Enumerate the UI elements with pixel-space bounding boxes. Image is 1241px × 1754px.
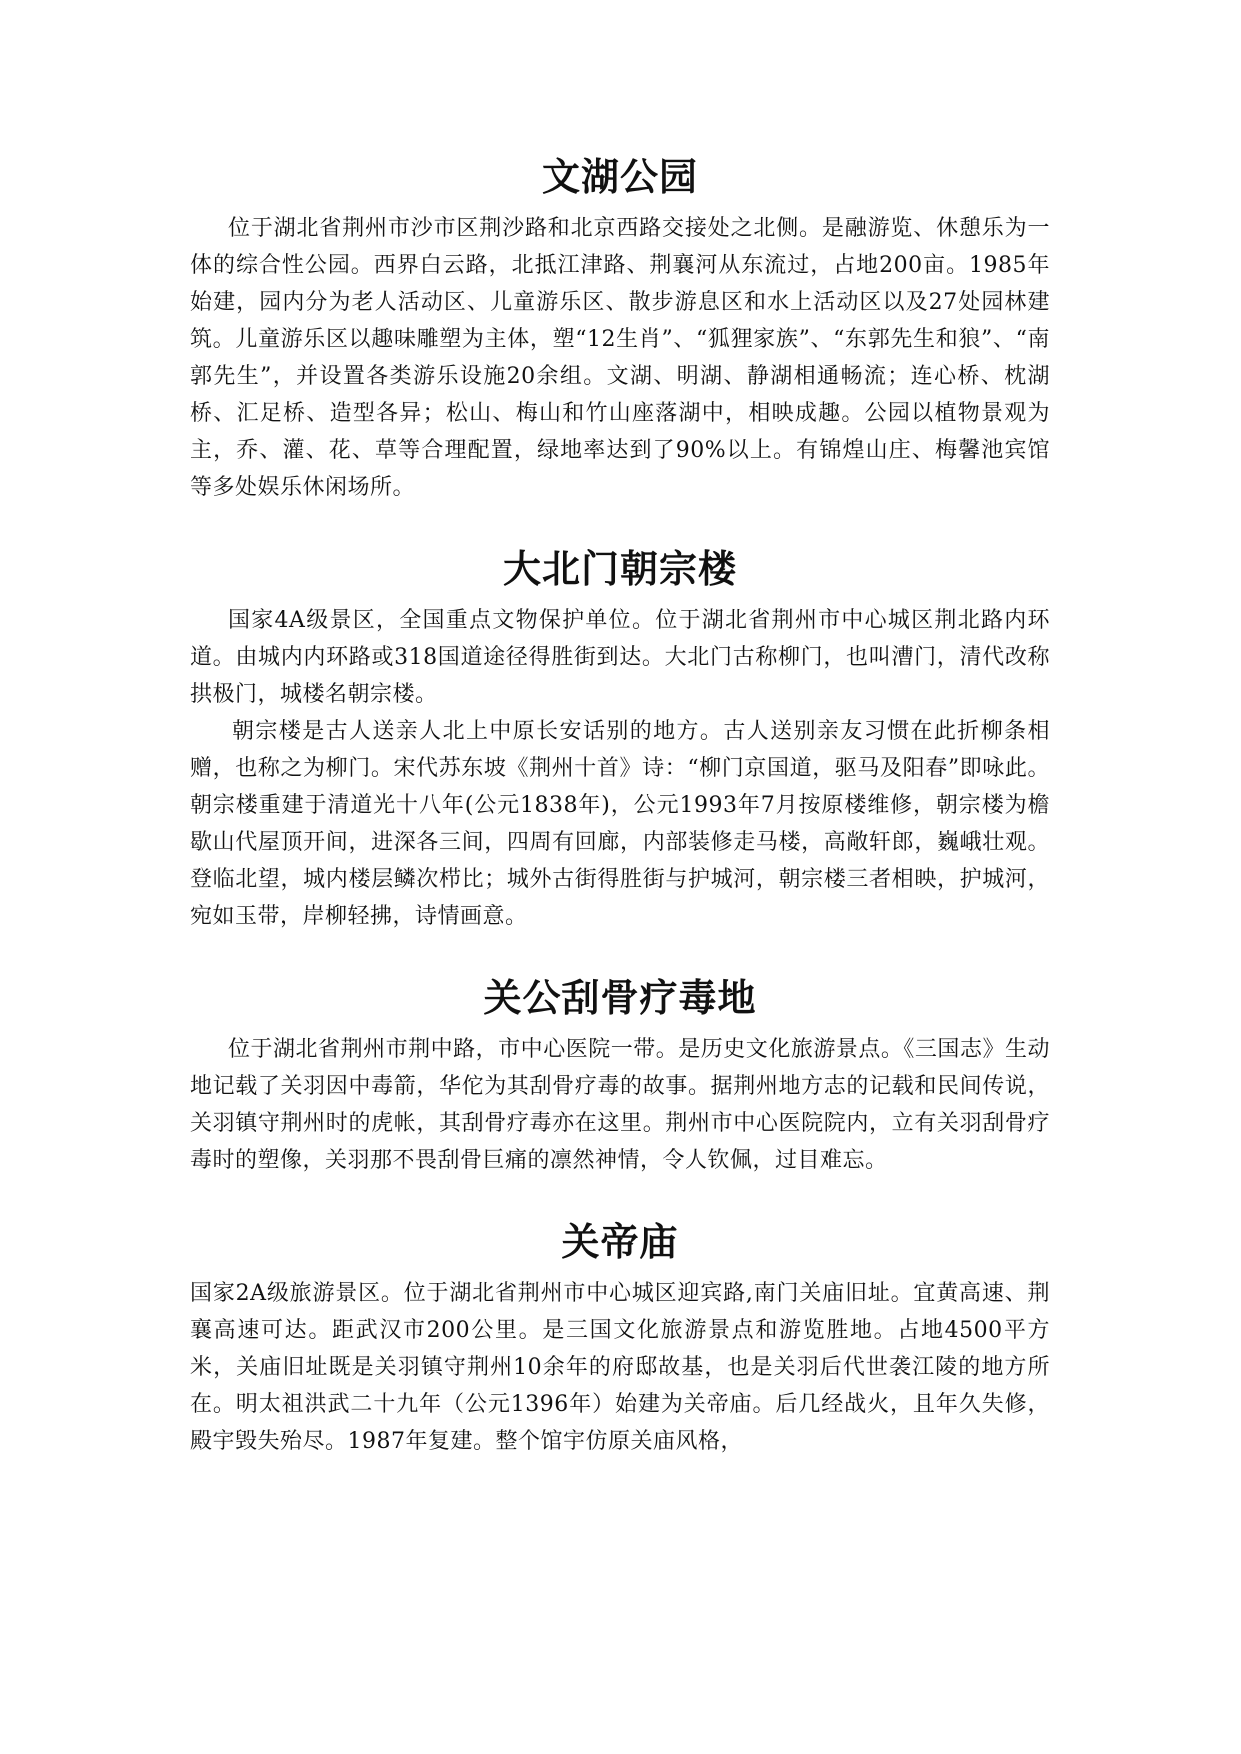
section-wenhu-park xyxy=(190,150,1050,506)
section-title: 大北门朝宗楼 xyxy=(502,547,737,591)
section-paragraph: 位于湖北省荆州市沙市区荆沙路和北京西路交接处之北侧。是融游览、休憩乐为一体的综合性公园。西界白云路，北抵江津路、荆襄河从东流过，占地200亩。1985年始建，园内分为老人活动区、儿童游乐区、散步游息区和水上活动区以及27处园林建筑。儿童游乐区以趣味雕塑为主体，塑“12生肖”、“狐狸家族”、“东郭先生和狼”、“南郭先生”，并设置各类游乐设施20余组。文湖、明湖、静湖相通畅流；连心桥、枕湖桥、汇足桥、造型各异；松山、梅山和竹山座落湖中，相映成趣。公园以植物景观为主，乔、灌、花、草等合理配置，绿地率达到了90%以上。有锦煌山庄、梅馨池宾馆等多处娱乐休闲场所。 xyxy=(190,216,1050,500)
section-title: 文湖公园 xyxy=(541,155,698,199)
section-title: 关帝庙 xyxy=(561,1220,679,1264)
section-paragraph: 国家4A级景区，全国重点文物保护单位。位于湖北省荆州市中心城区荆北路内环道。由城内内环路或318国道途径得胜街到达。大北门古称柳门，也叫漕门，清代改称拱极门，城楼名朝宗楼。 xyxy=(190,608,1050,707)
section-paragraph: 朝宗楼是古人送亲人北上中原长安话别的地方。古人送别亲友习惯在此折柳条相赠，也称之为柳门。宋代苏东坡《荆州十首》诗：“柳门京国道，驱马及阳春”即咏此。朝宗楼重建于清道光十八年(公元1838年)，公元1993年7月按原楼维修，朝宗楼为檐歇山代屋顶开间，进深各三间，四周有回廊，内部装修走马楼，高敞轩郎，巍峨壮观。登临北望，城内楼层鳞次栉比；城外古街得胜街与护城河，朝宗楼三者相映，护城河，宛如玉带，岸柳轻拂，诗情画意。 xyxy=(190,719,1050,929)
section-dabeimen-chaozonglou xyxy=(190,542,1050,935)
section-guangong-gugu xyxy=(190,971,1050,1179)
section-title: 关公刮骨疗毒地 xyxy=(483,976,757,1020)
section-guandi-temple xyxy=(190,1215,1050,1460)
document-page xyxy=(190,150,1050,1460)
section-paragraph: 国家2A级旅游景区。位于湖北省荆州市中心城区迎宾路,南门关庙旧址。宜黄高速、荆襄高速可达。距武汉市200公里。是三国文化旅游景点和游览胜地。占地4500平方米，关庙旧址既是关羽镇守荆州10余年的府邸故基，也是关羽后代世袭江陵的地方所在。明太祖洪武二十九年（公元1396年）始建为关帝庙。后几经战火，且年久失修，殿宇毁失殆尽。1987年复建。整个馆宇仿原关庙风格， xyxy=(190,1281,1050,1454)
section-paragraph: 位于湖北省荆州市荆中路，市中心医院一带。是历史文化旅游景点。《三国志》生动地记载了关羽因中毒箭，华佗为其刮骨疗毒的故事。据荆州地方志的记载和民间传说，关羽镇守荆州时的虎帐，其刮骨疗毒亦在这里。荆州市中心医院院内，立有关羽刮骨疗毒时的塑像，关羽那不畏刮骨巨痛的凛然神情，令人钦佩，过目难忘。 xyxy=(190,1037,1050,1173)
